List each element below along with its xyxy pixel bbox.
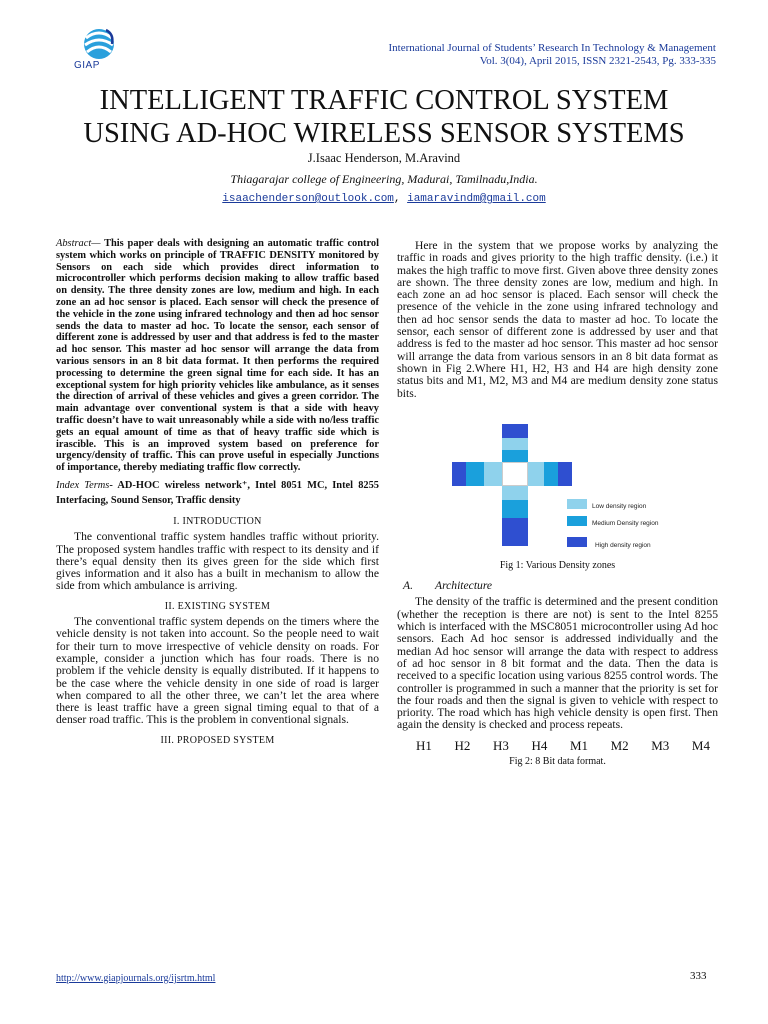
bit-label: H4 (531, 737, 548, 753)
zone-block (502, 518, 528, 546)
journal-name: International Journal of Students’ Research In Technology & Management (388, 42, 716, 54)
zone-block (502, 500, 528, 518)
email-link-1[interactable]: isaachenderson@outlook.com (222, 193, 394, 205)
page-number: 333 (690, 970, 707, 982)
zone-block (544, 462, 558, 486)
bit-label: M3 (651, 737, 670, 753)
bit-label: M2 (610, 737, 629, 753)
index-terms-text: - AD-HOC wireless network⁺, Intel 8051 MC, Intel 8255 Interfacing, Sound Sensor, Traffic density (56, 479, 380, 506)
fig2-caption: Fig 2: 8 Bit data format. (509, 756, 606, 768)
index-terms-lead: Index Terms (56, 479, 110, 491)
email-separator: , (393, 193, 408, 205)
giap-globe-icon (76, 24, 122, 64)
architecture-heading (397, 580, 718, 592)
zone-block (484, 462, 502, 486)
abstract (56, 238, 379, 474)
abstract-text: This paper deals with designing an automatic traffic control system which works on principle of TRAFFIC DENSITY monitored by Sensors on each side which provides direct information to microcontroller which performs decision making to allow traffic based on density. The three density zones are low, medium and high. In each zone an ad hoc sensor is placed. Each sensor will check the presence of the vehicle in the zone using infrared technology and then ad hoc sensor sends the data to master ad hoc. To locate the sensor, each sensor of different zone is addressed by user and that address is fed to the master ad hoc sensor. This master ad hoc sensor will arrange the data from various sensors in an 8 bit data format. It then performs the required processing to determine the green signal time for each side. It has an exceptional system for high priority vehicles like ambulance, as it senses the direction of arrival of these vehicles and gives a green corridor. The main advantage over conventional system is that a side with heavy traffic doesn’t have to wait unreasonably while a side with no/less traffic gets an equal amount of time as that of heavy traffic side which is irascible. This is an improved system based on preference for urgency/density of traffic. This can prove useful in especially Junctions of importance, thereby mediating traffic flow correctly. (56, 238, 379, 474)
emails (0, 193, 768, 205)
title-line-2: USING AD-HOC WIRELESS SENSOR SYSTEMS (83, 118, 685, 149)
logo-text: GIAP (74, 60, 100, 71)
bit-label: H3 (492, 737, 509, 753)
zone-block (502, 424, 528, 438)
bit-label: M4 (691, 737, 710, 753)
legend-label-high: High density region (595, 541, 651, 549)
architecture-number: A. (403, 579, 413, 593)
zone-block (502, 486, 528, 500)
zone-block (558, 462, 572, 486)
abstract-lead: Abstract— (56, 238, 101, 249)
architecture-title: Architecture (434, 579, 493, 593)
intro-text: The conventional traffic system handles traffic without priority. The proposed system handles traffic with respect to its density and if there’s equal density then its gives green for the side which first gives information and it also has a built in mechanism to allow the side from which ambulance is arriving. (56, 530, 379, 593)
journal-header (330, 42, 716, 68)
zone-block (528, 462, 544, 486)
density-zones-figure (397, 414, 718, 556)
junction-block (502, 462, 528, 486)
bit-format (416, 737, 710, 753)
zone-block (502, 450, 528, 462)
zone-block (466, 462, 484, 486)
intro-heading: I. INTRODUCTION (173, 515, 262, 527)
title-line-1: INTELLIGENT TRAFFIC CONTROL SYSTEM (99, 85, 669, 116)
existing-heading: II. EXISTING SYSTEM (164, 600, 271, 612)
legend-swatch-high (567, 537, 587, 547)
affiliation: Thiagarajar college of Engineering, Madurai, Tamilnadu,India. (230, 172, 538, 186)
zone-block (452, 462, 466, 486)
index-terms (56, 478, 379, 508)
bit-label: H2 (454, 737, 471, 753)
bit-label: M1 (569, 737, 588, 753)
fig1-caption: Fig 1: Various Density zones (499, 559, 616, 571)
footer-link[interactable]: http://www.giapjournals.org/ijsrtm.html (56, 973, 216, 984)
bit-label: H1 (416, 737, 432, 753)
existing-text: The conventional traffic system depends on the timers where the vehicle density is not taken into account. So the people need to wait for their turn to move irrespective of vehicle density on roads. For example, consider a junction which has four roads. There is no problem if the vehicle density is equally distributed. If it happens to be the case where the vehicle density in one side of road is larger when compared to all the other three, we can’t let the area where there is least traffic have a green signal timing equal to that of a denser road traffic. This is the problem in conventional signals. (56, 615, 379, 727)
proposed-text: Here in the system that we propose works by analyzing the traffic in roads and gives priority to the high traffic density. (i.e.) it makes the high traffic to move first. Given above three density zones are shown. The three density zones are low, medium and high. In each zone an ad hoc sensor is placed. Each sensor will check the presence of the vehicle in the zone using infrared technology and then ad hoc sensor sends the data to master ad hoc. To locate the sensor, each sensor of different zone is addressed by user and that address is fed to the master ad hoc sensor. This master ad hoc sensor will arrange the data from various sensors in an 8 bit data format as shown in Fig 2.Where H1, H2, H3 and H4 are high density zone status bits and M1, M2, M3 and M4 are medium density zone status bits. (397, 239, 718, 400)
zone-block (502, 438, 528, 450)
proposed-heading: III. PROPOSED SYSTEM (160, 734, 275, 746)
email-link-2[interactable]: iamaravindm@gmail.com (407, 193, 546, 205)
legend-label-low: Low density region (592, 502, 647, 510)
legend-label-medium: Medium Density region (592, 519, 659, 527)
legend-swatch-low (567, 499, 587, 509)
architecture-text: The density of the traffic is determined and the present condition (whether the reception is there are not) is sent to the Intel 8255 which is interfaced with the MSC8051 microcontroller using Ad hoc sensors. Each Ad hoc sensor is addressed individually and the median Ad hoc sensor will arrange the data with respect to address of ad hoc sensor in 8 bit format and the data. Then the data is received to a specific location using various 8255 control words. The controller is programmed in such a manner that the priority is set for the four roads and then the signal is given to vehicle with respect to priority. The road which has high vehicle density is open first. Then again the density is checked and process repeats. (397, 595, 718, 732)
authors: J.Isaac Henderson, M.Aravind (307, 151, 461, 165)
left-column (56, 238, 379, 750)
legend-swatch-medium (567, 516, 587, 526)
right-column (397, 240, 718, 768)
journal-volume: Vol. 3(04), April 2015, ISSN 2321-2543, Pg. 333-335 (479, 55, 716, 67)
paper-title (0, 84, 768, 150)
